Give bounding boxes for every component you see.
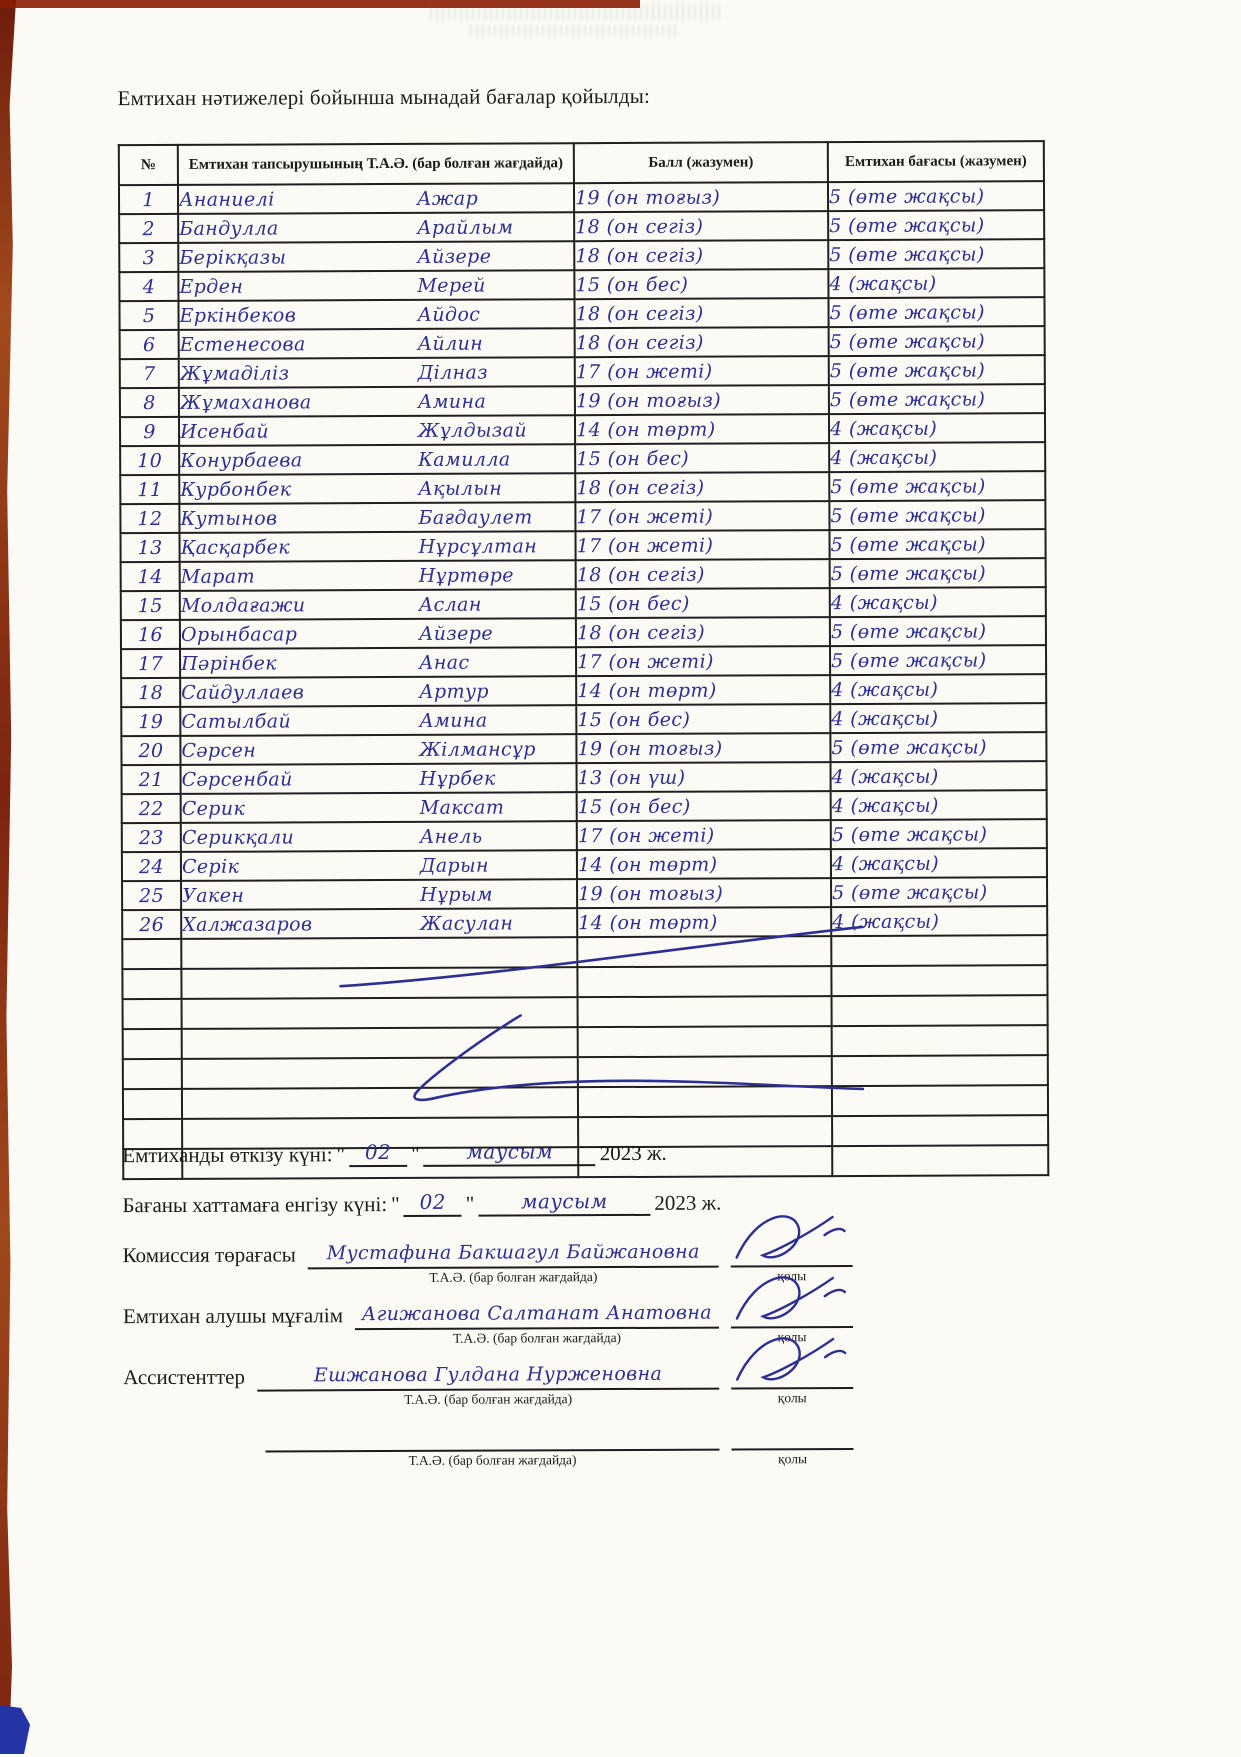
signatory-name-line (265, 1421, 719, 1453)
table-row (120, 355, 1045, 388)
caption-spacer (123, 1286, 296, 1287)
row-number: 24 (138, 855, 164, 878)
exam-date-month: маусым (466, 1139, 553, 1164)
student-surname: Сайдуллаев (181, 680, 305, 704)
row-number: 6 (142, 333, 156, 356)
row-number: 22 (138, 797, 164, 820)
student-surname: Ананиелі (178, 188, 275, 211)
student-firstname: Анас (419, 651, 470, 674)
signature-scribble-icon (729, 1327, 849, 1398)
signatory-name-line (355, 1299, 719, 1331)
row-number: 14 (137, 565, 163, 588)
signature-line (731, 1298, 853, 1329)
grade-written: 4 (жақсы) (831, 707, 939, 730)
student-firstname: Жасулан (420, 911, 514, 935)
student-firstname: Нұрым (420, 883, 493, 906)
grade-written: 5 (өте жақсы) (828, 184, 985, 208)
row-number: 9 (143, 420, 156, 443)
score-written: 19 (он тоғыз) (578, 882, 724, 905)
exam-date-year: 2023 ж. (599, 1140, 667, 1166)
header-num: № (119, 145, 178, 185)
signature-row (123, 1420, 853, 1470)
student-surname: Қасқарбек (180, 535, 291, 559)
entry-date-year: 2023 ж. (654, 1190, 722, 1215)
score-written: 17 (он жеті) (576, 534, 714, 557)
signatory-name: Мустафина Бакшагул Байжановна (326, 1240, 700, 1265)
entry-date-month: маусым (520, 1189, 608, 1214)
student-firstname: Жұлдызай (418, 418, 528, 442)
row-number: 25 (139, 884, 165, 907)
student-firstname: Айдос (417, 303, 481, 326)
score-written: 15 (он бес) (576, 592, 690, 615)
score-written: 13 (он үш) (577, 766, 686, 789)
table-row (122, 906, 1047, 939)
row-number: 18 (138, 681, 164, 704)
entry-date-label: Бағаны хаттамаға енгізу күні: (122, 1192, 388, 1218)
table-row (119, 239, 1044, 272)
table-row (120, 442, 1045, 475)
caption-spacer (123, 1347, 343, 1348)
grade-written: 5 (өте жақсы) (832, 880, 988, 904)
row-number: 7 (143, 362, 156, 385)
student-firstname: Ақылын (418, 477, 503, 500)
grade-written: 5 (өте жақсы) (831, 735, 987, 759)
empty-table-row (122, 965, 1047, 999)
row-number: 19 (138, 710, 164, 733)
exam-date-label: Емтиханды өткізу күні: (122, 1142, 333, 1168)
student-surname: Сәрсен (181, 739, 257, 762)
score-written: 14 (он төрт) (577, 679, 717, 702)
student-firstname: Мерей (417, 274, 486, 297)
score-written: 17 (он жеті) (575, 360, 713, 383)
row-number: 20 (138, 739, 164, 762)
signatory-name: Агижанова Салтанат Анатовна (361, 1301, 713, 1326)
student-surname: Сатылбай (181, 709, 292, 733)
grade-written: 5 (өте жақсы) (830, 619, 987, 643)
signature-role-label (124, 1451, 254, 1454)
student-firstname: Аслан (418, 593, 482, 616)
score-written: 18 (он сегіз) (576, 563, 705, 586)
entry-date-month-field (478, 1188, 650, 1217)
table-row (122, 819, 1047, 852)
quote-mark: " (465, 1191, 475, 1216)
table-row (121, 616, 1046, 649)
signature-line (731, 1420, 853, 1451)
exam-date-day: 02 (364, 1140, 392, 1165)
table-row (120, 500, 1045, 533)
table-row (121, 703, 1046, 736)
student-surname: Ерден (179, 275, 244, 298)
student-firstname: Амина (419, 709, 488, 732)
score-written: 18 (он сегіз) (576, 621, 706, 644)
exam-date-month-field (424, 1138, 596, 1167)
row-number: 16 (137, 623, 163, 646)
table-row (122, 790, 1047, 823)
signatory-name-line (308, 1238, 719, 1270)
grade-written: 5 (өте жақсы) (829, 300, 986, 324)
table-row (121, 587, 1046, 620)
student-surname: Уакен (182, 884, 245, 907)
empty-table-row (123, 1025, 1048, 1059)
page-title: Емтихан нәтижелері бойынша мынадай бағалар қойылды: (117, 83, 651, 111)
grade-written: 4 (жақсы) (831, 678, 939, 701)
grade-written: 5 (өте жақсы) (831, 822, 988, 846)
score-written: 19 (он тоғыз) (577, 737, 723, 760)
grade-written: 5 (өте жақсы) (831, 648, 987, 672)
results-table (118, 140, 1050, 1180)
row-number: 3 (142, 246, 156, 269)
row-number: 21 (138, 768, 164, 791)
student-firstname: Ділназ (417, 361, 489, 384)
student-surname: Молдағажи (180, 593, 306, 617)
name-caption: Т.А.Ә. (бар болған жағдайда) (453, 1330, 622, 1346)
grade-written: 5 (өте жақсы) (829, 358, 986, 382)
student-firstname: Дарын (419, 854, 489, 877)
caption-spacer (124, 1470, 254, 1471)
row-number: 5 (142, 304, 156, 327)
student-surname: Сәрсенбай (181, 767, 293, 791)
student-firstname: Айлин (417, 332, 484, 355)
student-surname: Исенбай (180, 420, 270, 443)
student-firstname: Нұртөре (418, 563, 514, 587)
name-caption: Т.А.Ә. (бар болған жағдайда) (429, 1269, 598, 1285)
score-written: 14 (он төрт) (578, 911, 718, 934)
grade-written: 4 (жақсы) (829, 272, 937, 295)
signature-line (731, 1237, 853, 1268)
table-row (122, 877, 1047, 910)
signatory-name: Ешжанова Гулдана Нурженовна (313, 1362, 663, 1387)
student-firstname: Камилла (418, 447, 511, 471)
score-written: 15 (он бес) (575, 273, 689, 296)
grade-written: 5 (өте жақсы) (830, 532, 987, 556)
student-surname: Жұмаділіз (179, 361, 290, 385)
table-row (120, 413, 1045, 446)
student-surname: Бандулла (179, 216, 279, 240)
row-number: 10 (137, 449, 163, 472)
student-surname: Серік (181, 855, 240, 878)
table-row (119, 268, 1044, 301)
score-written: 17 (он жеті) (577, 650, 714, 673)
grade-written: 4 (жақсы) (831, 852, 940, 875)
student-firstname: Арайлым (417, 215, 514, 239)
score-written: 19 (он тоғыз) (575, 389, 722, 412)
score-written: 18 (он сегіз) (575, 215, 704, 238)
student-firstname: Жілмансұр (419, 737, 536, 761)
sign-caption: қолы (777, 1329, 807, 1345)
header-grade: Емтихан бағасы (жазумен) (828, 141, 1044, 182)
quote-mark: " (336, 1142, 346, 1167)
grade-written: 5 (өте жақсы) (829, 242, 985, 266)
table-header (119, 141, 1044, 185)
student-surname: Кутынов (180, 506, 278, 530)
row-number: 4 (142, 275, 156, 298)
student-surname: Пәрінбек (181, 651, 278, 675)
table-row (122, 848, 1047, 881)
exam-date-day-field (349, 1139, 407, 1167)
grade-written: 4 (жақсы) (830, 591, 938, 614)
header-score: Балл (жазумен) (574, 142, 828, 183)
empty-table-row (122, 935, 1047, 969)
row-number: 12 (137, 507, 163, 530)
table-row (119, 297, 1044, 330)
score-written: 15 (он бес) (577, 708, 691, 731)
entry-date-day-field (404, 1189, 462, 1217)
student-surname: Берікқазы (179, 245, 287, 269)
row-number: 13 (137, 536, 163, 559)
student-surname: Орынбасар (180, 622, 298, 646)
row-number: 17 (138, 652, 164, 675)
student-firstname: Артур (419, 680, 490, 703)
score-written: 17 (он жеті) (577, 824, 715, 847)
student-surname: Серикқали (181, 825, 295, 849)
student-firstname: Нұрбек (419, 767, 496, 790)
table-row (119, 210, 1044, 243)
score-written: 18 (он сегіз) (575, 302, 704, 325)
score-written: 17 (он жеті) (576, 505, 714, 528)
table-body (119, 181, 1047, 939)
empty-table-row (123, 995, 1048, 1029)
row-number: 8 (143, 391, 156, 414)
empty-table-row (123, 1085, 1048, 1119)
table-row (121, 732, 1046, 765)
row-number: 11 (137, 478, 163, 501)
table-row (120, 326, 1045, 359)
entry-date-day: 02 (419, 1189, 446, 1214)
header-name: Емтихан тапсырушының Т.А.Ә. (бар болған жағдайда) (178, 143, 574, 185)
signature-scribble-icon (728, 1205, 848, 1276)
footer-section (122, 1137, 853, 1470)
grade-written: 4 (жақсы) (831, 765, 939, 788)
empty-table-row (123, 1055, 1048, 1089)
sign-caption: қолы (778, 1451, 808, 1467)
student-firstname: Бағдаулет (418, 505, 533, 529)
student-firstname: Айзере (418, 622, 494, 645)
caption-spacer (123, 1409, 245, 1410)
signature-line (731, 1359, 853, 1390)
grade-written: 5 (өте жақсы) (830, 503, 986, 527)
grade-written: 5 (өте жақсы) (830, 561, 987, 585)
student-surname: Еркінбеков (179, 303, 297, 327)
sign-caption: қолы (777, 1390, 807, 1406)
row-number: 23 (138, 826, 164, 849)
table-row (120, 384, 1045, 417)
quote-mark: " (411, 1141, 420, 1166)
score-written: 18 (он сегіз) (575, 331, 704, 354)
quote-mark: " (391, 1191, 400, 1217)
student-firstname: Анель (419, 825, 483, 848)
signature-role-label: Ассистенттер (123, 1364, 245, 1390)
row-number: 15 (137, 594, 163, 617)
name-caption: Т.А.Ә. (бар болған жағдайда) (404, 1391, 573, 1407)
grade-written: 4 (жақсы) (829, 417, 938, 440)
table-row (122, 761, 1047, 794)
grade-written: 4 (жақсы) (832, 910, 940, 933)
row-number: 26 (139, 913, 165, 936)
table-row (121, 674, 1046, 707)
grade-written: 5 (өте жақсы) (829, 213, 985, 237)
score-written: 18 (он сегіз) (576, 476, 705, 499)
grade-written: 5 (өте жақсы) (829, 387, 986, 411)
student-firstname: Амина (417, 390, 487, 413)
table-row (120, 529, 1045, 562)
table-row (121, 558, 1046, 591)
table-row (121, 645, 1046, 678)
grade-written: 5 (өте жақсы) (830, 474, 986, 498)
student-surname: Конурбаева (180, 448, 303, 472)
signature-role-label: Емтихан алушы мұғалім (122, 1303, 344, 1329)
student-surname: Халжазаров (182, 912, 313, 936)
student-firstname: Айзере (417, 245, 492, 268)
student-firstname: Ажар (416, 187, 479, 210)
grade-written: 4 (жақсы) (831, 794, 939, 817)
student-firstname: Максат (419, 796, 505, 819)
signature-list (123, 1237, 854, 1470)
student-surname: Марат (180, 565, 256, 588)
exam-date-line (122, 1137, 852, 1168)
table-row (120, 471, 1045, 504)
signature-scribble-icon (729, 1266, 849, 1337)
score-written: 14 (он төрт) (577, 853, 718, 876)
grade-written: 5 (өте жақсы) (829, 329, 986, 353)
student-surname: Курбонбек (180, 477, 292, 501)
student-surname: Серик (181, 797, 246, 820)
name-caption: Т.А.Ә. (бар болған жағдайда) (408, 1452, 577, 1468)
sign-caption: қолы (777, 1268, 807, 1284)
score-written: 18 (он сегіз) (575, 244, 704, 267)
signature-row (123, 1359, 853, 1409)
table-row (119, 181, 1044, 214)
student-firstname: Нұрсұлтан (418, 534, 538, 558)
score-written: 15 (он бес) (577, 795, 691, 818)
row-number: 2 (142, 217, 155, 240)
grade-written: 4 (жақсы) (830, 446, 938, 469)
signature-role-label: Комиссия төрағасы (122, 1242, 296, 1268)
student-surname: Естенесова (179, 332, 306, 356)
score-written: 19 (он тоғыз) (574, 186, 721, 209)
signatory-name-line (257, 1360, 719, 1392)
score-written: 14 (он төрт) (575, 418, 716, 441)
student-surname: Жұмаханова (179, 390, 312, 414)
score-written: 15 (он бес) (576, 447, 690, 470)
row-number: 1 (142, 188, 155, 211)
